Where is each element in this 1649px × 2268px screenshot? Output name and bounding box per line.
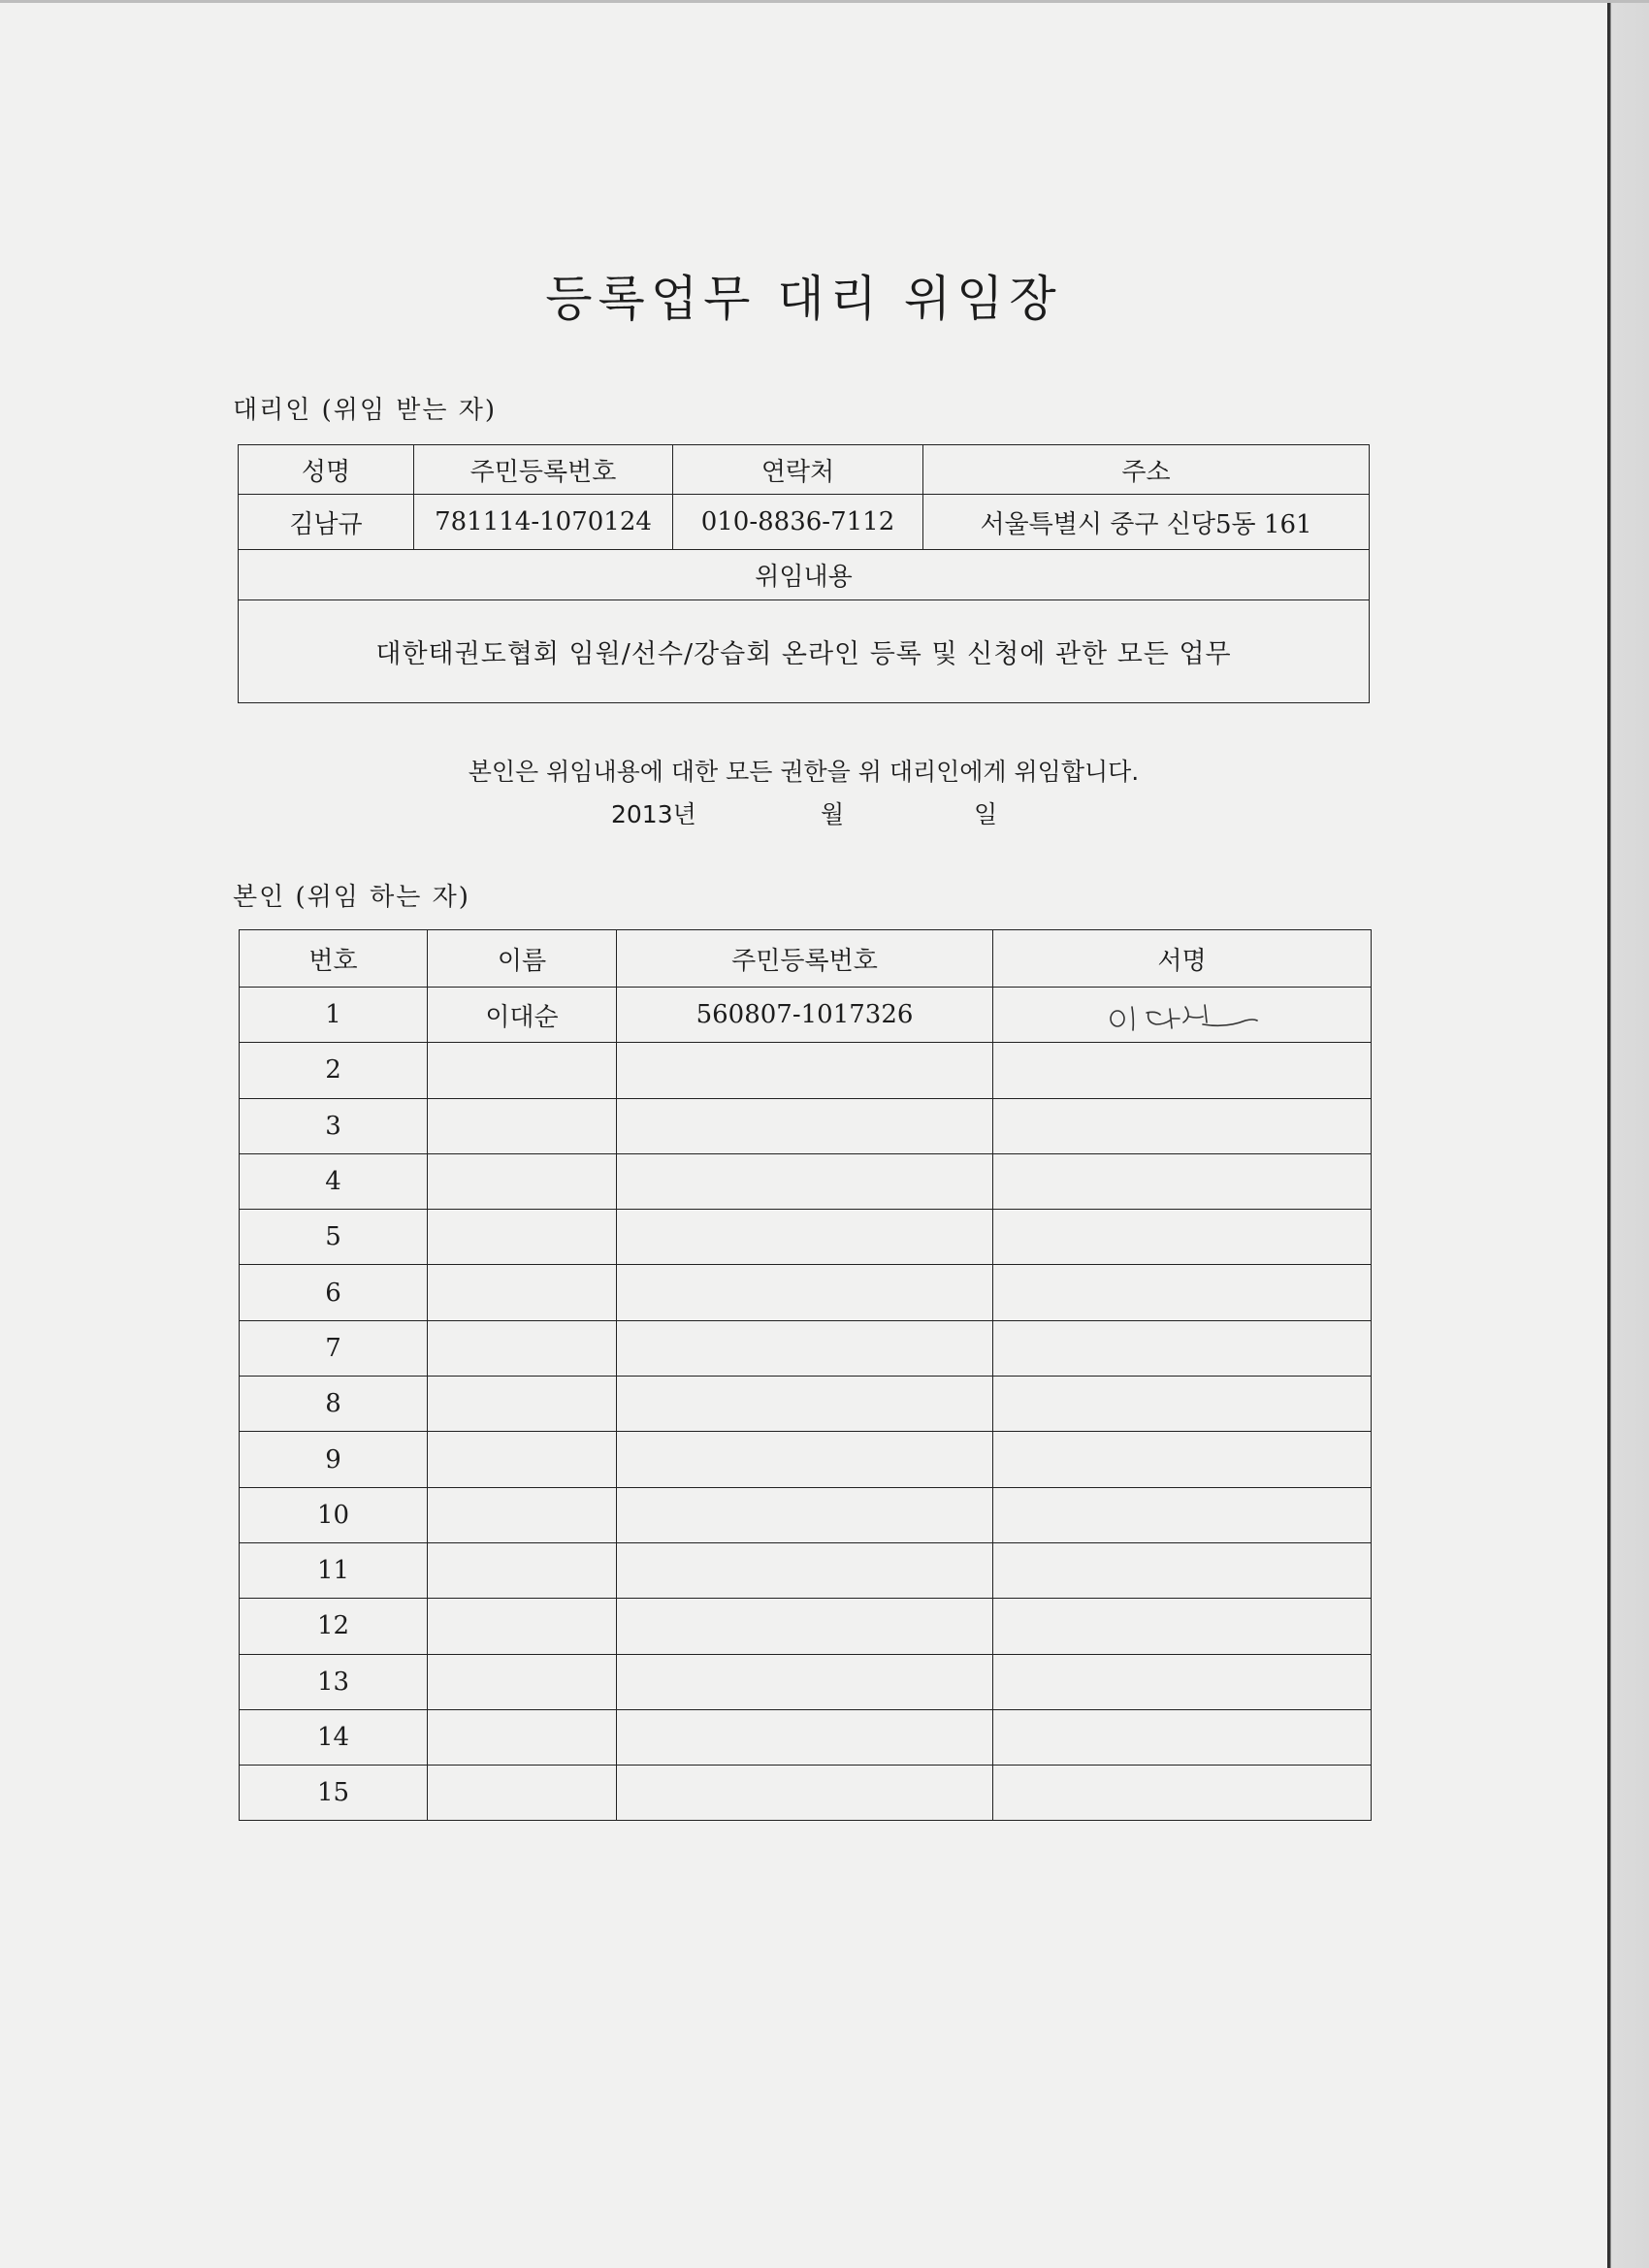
- principal-name: [428, 1542, 617, 1598]
- content-header: 위임내용: [239, 550, 1370, 600]
- row-number: 9: [240, 1432, 428, 1487]
- header-address: 주소: [923, 445, 1370, 495]
- principal-resident-number: 560807-1017326: [617, 988, 993, 1043]
- row-number: 8: [240, 1377, 428, 1432]
- principal-resident-number: [617, 1043, 993, 1098]
- principal-rows: [240, 988, 1372, 1821]
- principal-signature: [993, 1432, 1372, 1487]
- row-number: 10: [240, 1487, 428, 1542]
- scan-edge: [1607, 0, 1649, 2268]
- principal-signature: [993, 1709, 1372, 1765]
- principal-resident-number: [617, 1709, 993, 1765]
- principal-name: [428, 1098, 617, 1153]
- row-number: 11: [240, 1542, 428, 1598]
- agent-contact: 010-8836-7112: [673, 495, 923, 550]
- principal-name: 이대순: [428, 988, 617, 1043]
- principal-name: [428, 1210, 617, 1265]
- principal-signature: [993, 1766, 1372, 1821]
- content-text: 대한태권도협회 임원/선수/강습회 온라인 등록 및 신청에 관한 모든 업무: [239, 600, 1370, 703]
- agent-data-row: [239, 495, 1370, 550]
- principal-resident-number: [617, 1320, 993, 1376]
- principal-resident-number: [617, 1654, 993, 1709]
- header-resident-number: 주민등록번호: [414, 445, 673, 495]
- principal-resident-number: [617, 1599, 993, 1654]
- principal-name: [428, 1709, 617, 1765]
- header-signature: 서명: [993, 930, 1372, 988]
- principal-resident-number: [617, 1210, 993, 1265]
- principal-resident-number: [617, 1766, 993, 1821]
- principal-signature: [993, 1265, 1372, 1320]
- agent-address: 서울특별시 중구 신당5동 161: [923, 495, 1370, 550]
- principal-signature: [993, 1599, 1372, 1654]
- principal-signature: [993, 1654, 1372, 1709]
- principal-row: [240, 988, 1372, 1043]
- row-number: 15: [240, 1766, 428, 1821]
- scan-top-edge: [0, 0, 1649, 3]
- principal-row: [240, 1599, 1372, 1654]
- agent-table: [238, 444, 1370, 703]
- principal-name: [428, 1599, 617, 1654]
- header-contact: 연락처: [673, 445, 923, 495]
- principal-signature: [993, 1320, 1372, 1376]
- principal-row: [240, 1766, 1372, 1821]
- document-title: 등록업무 대리 위임장: [545, 271, 1062, 327]
- handwritten-signature: [1100, 995, 1265, 1034]
- row-number: 3: [240, 1098, 428, 1153]
- principal-row: [240, 1542, 1372, 1598]
- principal-resident-number: [617, 1487, 993, 1542]
- principal-name: [428, 1487, 617, 1542]
- row-number: 2: [240, 1043, 428, 1098]
- principal-name: [428, 1377, 617, 1432]
- date-month: 월: [821, 800, 845, 828]
- header-principal-name: 이름: [428, 930, 617, 988]
- delegation-statement: 본인은 위임내용에 대한 모든 권한을 위 대리인에게 위임합니다.: [468, 758, 1140, 786]
- principal-name: [428, 1320, 617, 1376]
- content-row: [239, 600, 1370, 703]
- principal-signature: [993, 1098, 1372, 1153]
- principal-table: [239, 929, 1372, 1821]
- principal-header-row: [240, 930, 1372, 988]
- row-number: 7: [240, 1320, 428, 1376]
- principal-row: [240, 1432, 1372, 1487]
- principal-signature: [993, 1542, 1372, 1598]
- principal-row: [240, 1043, 1372, 1098]
- row-number: 13: [240, 1654, 428, 1709]
- principal-signature: [993, 1043, 1372, 1098]
- row-number: 4: [240, 1153, 428, 1209]
- principal-signature: [993, 1153, 1372, 1209]
- agent-name: 김남규: [239, 495, 414, 550]
- row-number: 6: [240, 1265, 428, 1320]
- principal-row: [240, 1153, 1372, 1209]
- principal-signature: [993, 988, 1372, 1043]
- date-day: 일: [974, 800, 998, 828]
- date-year: 2013년: [611, 800, 696, 828]
- agent-resident-number: 781114-1070124: [414, 495, 673, 550]
- row-number: 12: [240, 1599, 428, 1654]
- principal-row: [240, 1210, 1372, 1265]
- principal-resident-number: [617, 1542, 993, 1598]
- header-principal-resident-number: 주민등록번호: [617, 930, 993, 988]
- principal-row: [240, 1654, 1372, 1709]
- principal-name: [428, 1153, 617, 1209]
- principal-name: [428, 1043, 617, 1098]
- principal-resident-number: [617, 1098, 993, 1153]
- header-number: 번호: [240, 930, 428, 988]
- principal-name: [428, 1265, 617, 1320]
- principal-name: [428, 1432, 617, 1487]
- principal-signature: [993, 1487, 1372, 1542]
- principal-row: [240, 1320, 1372, 1376]
- principal-row: [240, 1265, 1372, 1320]
- header-name: 성명: [239, 445, 414, 495]
- principal-row: [240, 1098, 1372, 1153]
- principal-name: [428, 1766, 617, 1821]
- principal-resident-number: [617, 1265, 993, 1320]
- agent-header-row: [239, 445, 1370, 495]
- principal-resident-number: [617, 1432, 993, 1487]
- principal-resident-number: [617, 1153, 993, 1209]
- agent-section-heading: 대리인 (위임 받는 자): [233, 396, 498, 425]
- row-number: 5: [240, 1210, 428, 1265]
- principal-name: [428, 1654, 617, 1709]
- principal-section-heading: 본인 (위임 하는 자): [233, 883, 470, 912]
- principal-row: [240, 1377, 1372, 1432]
- principal-row: [240, 1709, 1372, 1765]
- principal-row: [240, 1487, 1372, 1542]
- row-number: 1: [240, 988, 428, 1043]
- principal-signature: [993, 1210, 1372, 1265]
- row-number: 14: [240, 1709, 428, 1765]
- content-header-row: [239, 550, 1370, 600]
- principal-resident-number: [617, 1377, 993, 1432]
- principal-signature: [993, 1377, 1372, 1432]
